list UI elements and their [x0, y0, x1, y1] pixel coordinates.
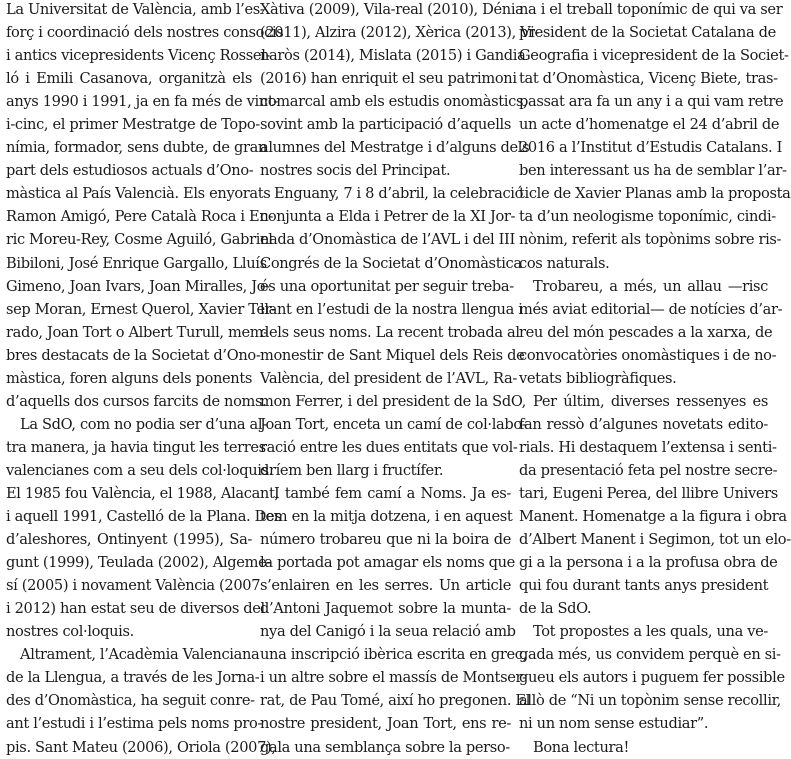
text-line: La SdO, com no podia ser d’una al-	[20, 415, 267, 433]
paragraph	[519, 736, 768, 759]
text-line: és una oportunitat per seguir treba-	[260, 277, 514, 295]
text-line: pis. Sant Mateu (2006), Oriola (2007),	[6, 738, 276, 756]
text-line: d’Albert Manent i Segimon, tot un elo-	[519, 531, 791, 549]
text-line: qui fou durant tants anys president	[519, 577, 769, 595]
text-line: Enguany, 7 i 8 d’abril, la celebració	[274, 185, 524, 203]
text-line: sep Moran, Ernest Querol, Xavier Ter-	[6, 300, 277, 318]
text-line: bres destacats de la Societat d’Ono-	[6, 346, 261, 364]
paragraph	[6, 643, 276, 758]
text-line: Trobareu, a més, un allau —risc	[533, 277, 768, 295]
text-line: nostre president, Joan Tort, ens re-	[260, 715, 511, 733]
text-line: ló i Emili Casanova, organitzà els	[6, 70, 252, 88]
text-line: gi a la persona i a la profusa obra de	[519, 554, 778, 572]
text-line: rado, Joan Tort o Albert Turull, mem-	[6, 323, 268, 341]
text-line: d’Antoni Jaquemot sobre la munta-	[260, 600, 511, 618]
text-line: sí (2005) i novament València (2007	[6, 577, 261, 595]
text-line: un acte d’homenatge el 24 d’abril de	[519, 116, 780, 134]
text-line: València, del president de l’AVL, Ra-	[260, 369, 517, 387]
text-line: I també fem camí a Noms. Ja es-	[274, 484, 511, 502]
paragraph	[260, 482, 531, 759]
text-line: la portada pot amagar els noms que	[260, 554, 515, 572]
text-line: nostres col·loquis.	[6, 623, 134, 641]
text-line: i 2012) han estat seu de diversos del	[6, 600, 265, 618]
text-line: forç i coordinació dels nostres consocis	[6, 24, 284, 42]
paragraph	[519, 620, 785, 735]
text-line: (2016) han enriquit el seu patrimoni	[260, 70, 517, 88]
text-line: anys 1990 i 1991, ja en fa més de vint-	[6, 93, 278, 111]
text-line: llant en l’estudi de la nostra llengua i	[260, 300, 523, 318]
text-line: Per últim, diverses ressenyes es	[533, 392, 768, 410]
text-column-2	[260, 0, 540, 759]
text-line: sovint amb la participació d’aquells	[260, 116, 511, 134]
text-line: nya del Canigó i la seua relació amb	[260, 623, 516, 641]
text-line: conjunta a Elda i Petrer de la XI Jor-	[260, 208, 516, 226]
text-line: d’aleshores, Ontinyent (1995), Sa-	[6, 531, 252, 549]
text-line: ant l’estudi i l’estima pels noms pro-	[6, 715, 263, 733]
text-line: Manent. Homenatge a la figura i obra	[519, 508, 787, 526]
text-line: gunt (1999), Teulada (2002), Algeme-	[6, 554, 271, 572]
text-line: Bona lectura!	[533, 738, 629, 756]
text-line: s’enlairen en les serres. Un article	[260, 577, 511, 595]
text-line: naròs (2014), Mislata (2015) i Gandia	[260, 47, 526, 65]
text-line: de la SdO.	[519, 600, 592, 618]
text-line: dels seus noms. La recent trobada al	[260, 323, 520, 341]
text-line: màstica, foren alguns dels ponents	[6, 369, 252, 387]
text-line: des d’Onomàstica, ha seguit conre-	[6, 692, 255, 710]
paragraph	[6, 413, 282, 643]
paragraph	[519, 0, 791, 275]
text-line: ni un nom sense estudiar”.	[519, 715, 709, 733]
text-line: alumnes del Mestratge i d’alguns dels	[260, 139, 530, 157]
paragraph	[519, 390, 791, 620]
text-line: Tot propostes a les quals, una ve-	[533, 623, 768, 641]
text-line: ració entre les dues entitats que vol-	[260, 438, 518, 456]
text-line: Bibiloni, José Enrique Gargallo, Lluís	[6, 254, 267, 272]
text-line: ric Moreu-Rey, Cosme Aguiló, Gabriel	[6, 231, 273, 249]
text-line: da presentació feta pel nostre secre-	[519, 461, 778, 479]
text-line: Joan Tort, enceta un camí de col·labo-	[260, 415, 527, 433]
text-line: rat, de Pau Tomé, així ho pregonen. El	[260, 692, 531, 710]
text-line: Altrament, l’Acadèmia Valenciana	[20, 646, 260, 664]
text-line: i-cinc, el primer Mestratge de Topo-	[6, 116, 260, 134]
text-line: na i el treball toponímic de qui va ser	[519, 1, 783, 18]
text-line: tari, Eugeni Perea, del llibre Univers	[519, 484, 778, 502]
text-line: valencianes com a seu dels col·loquis.	[6, 461, 274, 479]
text-line: convocatòries onomàstiques i de no-	[519, 346, 777, 364]
text-line: màstica al País Valencià. Els enyorats	[6, 185, 271, 203]
text-line: i un altre sobre el massís de Montser-	[260, 669, 527, 687]
text-column-3	[519, 0, 791, 759]
text-line: gala una semblança sobre la perso-	[260, 738, 510, 756]
text-line: nada d’Onomàstica de l’AVL i del III	[260, 231, 515, 249]
text-line: rials. Hi destaquem l’extensa i senti-	[519, 438, 777, 456]
text-line: ticle de Xavier Planas amb la proposta	[519, 185, 791, 203]
text-line: i antics vicepresidents Vicenç Rossel-	[6, 47, 271, 65]
text-line: número trobareu que ni la boira de	[260, 531, 511, 549]
text-line: de la Llengua, a través de les Jorna-	[6, 669, 260, 687]
text-line: allò de “Ni un topònim sense recollir,	[519, 692, 781, 710]
text-column-1	[6, 0, 284, 759]
text-line: comarcal amb els estudis onomàstics,	[260, 93, 528, 111]
text-line: d’aquells dos cursos farcits de noms.	[6, 392, 267, 410]
text-line: nímia, formador, sens dubte, de gran	[6, 139, 267, 157]
text-line: vetats bibliogràfiques.	[519, 369, 677, 387]
text-line: (2011), Alzira (2012), Xèrica (2013), Vi-	[260, 24, 540, 42]
text-line: gueu els autors i puguem fer possible	[519, 669, 785, 687]
text-line: mon Ferrer, i del president de la SdO,	[260, 392, 526, 410]
paragraph	[260, 0, 540, 182]
text-line: cos naturals.	[519, 254, 610, 272]
text-line: nostres socis del Principat.	[260, 162, 451, 180]
text-line: gada més, us convidem perquè en si-	[519, 646, 781, 664]
text-line: Gimeno, Joan Ivars, Joan Miralles, Jo-	[6, 277, 270, 295]
text-line: ben interessant us ha de semblar l’ar-	[519, 162, 787, 180]
text-line: nònim, referit als topònims sobre ris-	[519, 231, 782, 249]
paragraph	[260, 182, 527, 482]
text-line: i aquell 1991, Castelló de la Plana. Des	[6, 508, 282, 526]
text-line: més aviat editorial— de notícies d’ar-	[519, 300, 783, 318]
text-line: una inscripció ibèrica escrita en grec,	[260, 646, 527, 664]
text-line: tat d’Onomàstica, Vicenç Biete, tras-	[519, 70, 778, 88]
text-line: Xàtiva (2009), Vila-real (2010), Dénia	[260, 1, 524, 18]
text-line: part dels estudiosos actuals d’Ono-	[6, 162, 254, 180]
text-line: Congrés de la Societat d’Onomàstica	[260, 254, 522, 272]
text-line: tem en la mitja dotzena, i en aquest	[260, 508, 513, 526]
text-line: dríem ben llarg i fructífer.	[260, 461, 444, 479]
text-line: tra manera, ja havia tingut les terres	[6, 438, 266, 456]
paragraph	[6, 0, 284, 413]
text-line: passat ara fa un any i a qui vam retre	[519, 93, 784, 111]
text-line: monestir de Sant Miquel dels Reis de	[260, 346, 525, 364]
text-line: reu del món pescades a la xarxa, de	[519, 323, 773, 341]
text-line: Ramon Amigó, Pere Català Roca i En-	[6, 208, 273, 226]
paragraph	[519, 275, 783, 390]
text-line: president de la Societat Catalana de	[519, 24, 776, 42]
text-line: Geografia i vicepresident de la Societ-	[519, 47, 789, 65]
text-line: La Universitat de València, amb l’es-	[6, 1, 265, 18]
text-line: El 1985 fou València, el 1988, Alacant,	[6, 484, 279, 502]
text-line: ta d’un neologisme toponímic, cindi-	[519, 208, 776, 226]
text-line: fan ressò d’algunes novetats edito-	[519, 415, 768, 433]
text-line: 2016 a l’Institut d’Estudis Catalans. I	[519, 139, 782, 157]
